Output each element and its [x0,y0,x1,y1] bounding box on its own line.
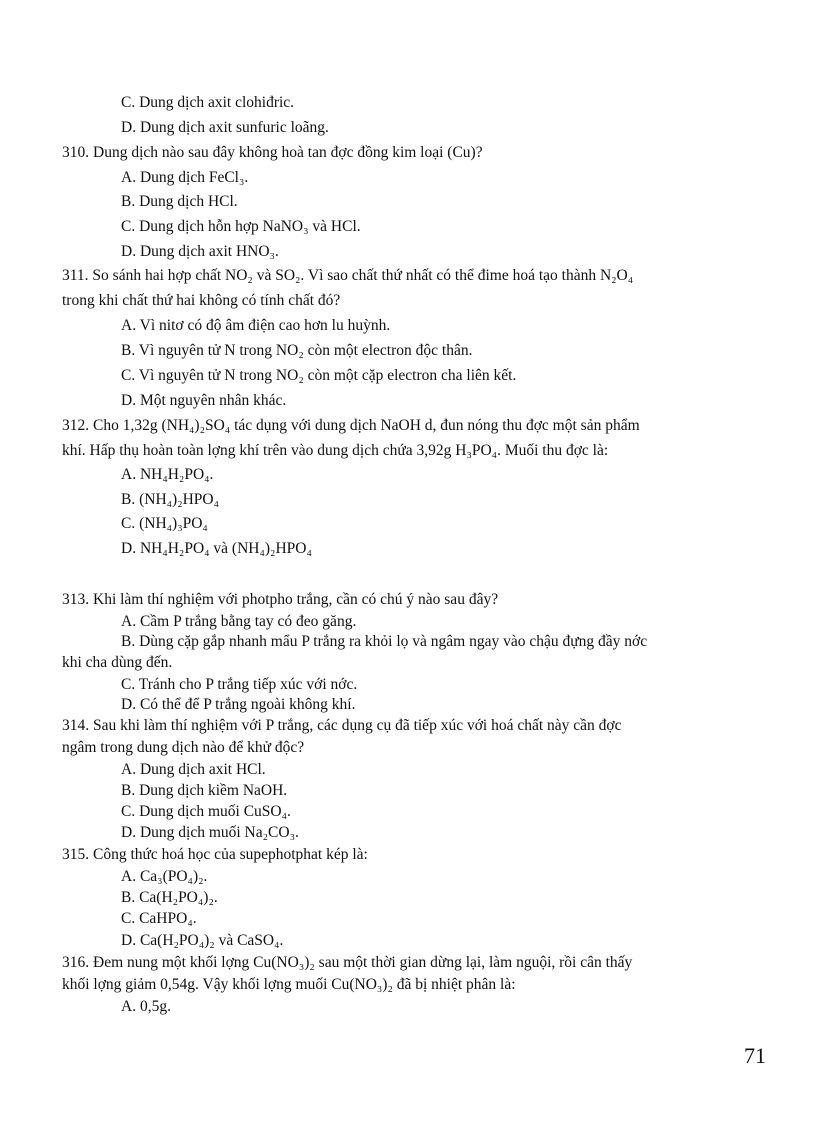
question-311-cont: trong khi chất thứ hai không có tính chất đó? [62,292,341,309]
option-311-c: C. Vì nguyên tử N trong NO₂ còn một cặp electron cha liên kết. [121,367,517,384]
question-315: 315. Công thức hoá học của supephotphat kép là: [62,846,368,863]
option-310-d: D. Dung dịch axit HNO₃. [121,243,279,260]
option-312-b: B. (NH₄)₂HPO₄ [121,491,220,508]
option-316-a: A. 0,5g. [121,998,171,1015]
option-312-c: C. (NH₄)₃PO₄ [121,515,208,532]
option-315-d: D. Ca(H₂PO₄)₂ và CaSO₄. [121,932,284,949]
question-311: 311. So sánh hai hợp chất NO₂ và SO₂. Vì sao chất thứ nhất có thể đime hoá tạo thành N₂O₄ [62,267,634,284]
option-313-c: C. Tránh cho P trắng tiếp xúc với nớc. [121,676,358,693]
option-309-c: C. Dung dịch axit clohiđric. [121,94,295,111]
option-314-a: A. Dung dịch axit HCl. [121,761,266,778]
option-313-a: A. Cầm P trắng bằng tay có đeo găng. [121,613,357,630]
option-314-b: B. Dung dịch kiềm NaOH. [121,782,288,799]
question-312: 312. Cho 1,32g (NH₄)₂SO₄ tác dụng với dung dịch NaOH d, đun nóng thu đợc một sản phẩm [62,417,640,434]
option-310-c: C. Dung dịch hỗn hợp NaNO₃ và HCl. [121,218,361,235]
option-310-b: B. Dung dịch HCl. [121,193,238,210]
question-314-cont: ngâm trong dung dịch nào để khử độc? [62,739,305,756]
option-312-d: D. NH₄H₂PO₄ và (NH₄)₂HPO₄ [121,540,312,557]
option-311-a: A. Vì nitơ có độ âm điện cao hơn lu huỳnh. [121,317,391,334]
option-313-b: B. Dùng cặp gắp nhanh mẩu P trắng ra khỏi lọ và ngâm ngay vào chậu đựng đầy nớc [121,633,648,650]
option-313-b-cont: khi cha dùng đến. [62,654,173,671]
option-312-a: A. NH₄H₂PO₄. [121,466,214,483]
option-311-d: D. Một nguyên nhân khác. [121,392,287,409]
option-313-d: D. Có thể để P trắng ngoài không khí. [121,696,356,713]
option-315-c: C. CaHPO₄. [121,910,197,927]
question-314: 314. Sau khi làm thí nghiệm với P trắng, các dụng cụ đã tiếp xúc với hoá chất này cần đợc [62,717,622,734]
question-316: 316. Đem nung một khối lợng Cu(NO₃)₂ sau một thời gian dừng lại, làm nguội, rồi cân thấy [62,954,633,971]
page-number: 71 [744,1043,766,1068]
question-312-cont: khí. Hấp thụ hoàn toàn lợng khí trên vào dung dịch chứa 3,92g H₃PO₄. Muối thu đợc là: [62,442,609,459]
option-311-b: B. Vì nguyên tử N trong NO₂ còn một electron độc thân. [121,342,473,359]
option-310-a: A. Dung dịch FeCl₃. [121,169,249,186]
option-314-d: D. Dung dịch muối Na₂CO₃. [121,824,299,841]
question-310: 310. Dung dịch nào sau đây không hoà tan đợc đồng kim loại (Cu)? [62,144,483,161]
option-315-b: B. Ca(H₂PO₄)₂. [121,889,218,906]
question-316-cont: khối lợng giảm 0,54g. Vậy khối lợng muối Cu(NO₃)₂ đã bị nhiệt phân là: [62,976,516,993]
question-313: 313. Khi làm thí nghiệm với photpho trắng, cần có chú ý nào sau đây? [62,591,499,608]
option-309-d: D. Dung dịch axit sunfuric loãng. [121,119,329,136]
option-315-a: A. Ca₃(PO₄)₂. [121,868,208,885]
option-314-c: C. Dung dịch muối CuSO₄. [121,803,291,820]
